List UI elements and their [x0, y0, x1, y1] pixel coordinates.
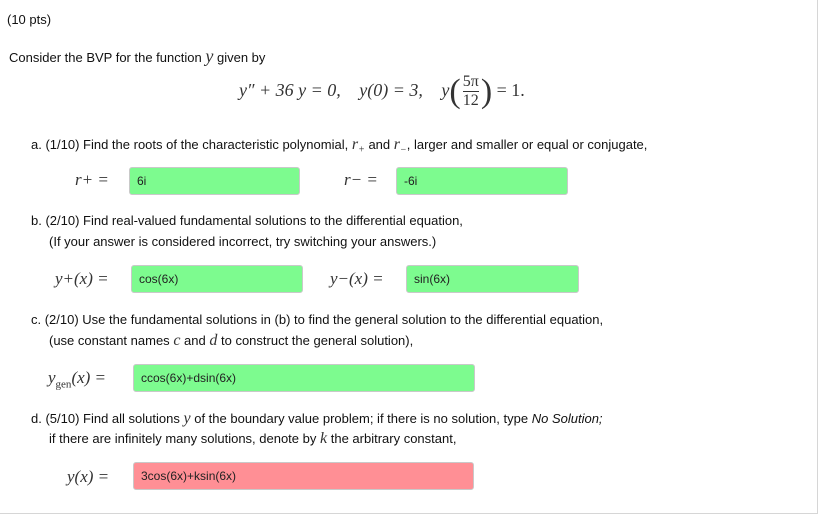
- r-minus-label: r− =: [344, 170, 378, 189]
- r-plus-sub: +: [358, 144, 365, 156]
- part-b-line1: b. (2/10) Find real-valued fundamental solutions to the differential equation,: [31, 213, 463, 228]
- r-plus-input[interactable]: 6i: [129, 167, 300, 195]
- part-a-and: and: [368, 137, 391, 152]
- part-c-and: and: [184, 333, 206, 348]
- y-minus-label: y−(x) =: [330, 269, 384, 288]
- y-gen-tail: (x) =: [71, 368, 107, 387]
- var-c: c: [173, 332, 181, 349]
- r-minus-input[interactable]: -6i: [396, 167, 568, 195]
- y-plus-input[interactable]: cos(6x): [131, 265, 303, 293]
- part-d-line2-end: the arbitrary constant,: [330, 431, 457, 446]
- r-minus-symbol: r: [393, 136, 401, 153]
- part-d-line2-start: if there are infinitely many solutions, denote by: [49, 431, 317, 446]
- open-paren: (: [449, 72, 461, 110]
- y-solution-label: y(x) =: [67, 467, 110, 486]
- intro-tail: given by: [216, 50, 266, 65]
- y-minus-input[interactable]: sin(6x): [406, 265, 579, 293]
- boundary-condition-1: y(0) = 3,: [359, 80, 423, 100]
- part-d-line1-mid: of the boundary value problem; if there is no solution, type: [194, 411, 529, 426]
- fraction-denominator: 12: [462, 92, 479, 110]
- part-c-line2: [49, 332, 413, 350]
- var-k: k: [320, 430, 328, 447]
- boundary-condition-2-right: = 1.: [496, 80, 525, 100]
- fraction-numerator: 5π: [462, 73, 479, 91]
- y-plus-label: y+(x) =: [55, 269, 109, 288]
- var-y: y: [183, 410, 191, 427]
- part-d-line1-start: d. (5/10) Find all solutions: [31, 411, 180, 426]
- intro-lead: Consider the BVP for the function: [9, 50, 202, 65]
- part-a-prompt: [31, 136, 647, 156]
- part-c-line2-start: (use constant names: [49, 333, 170, 348]
- y-gen-subscript: gen: [55, 378, 72, 391]
- y-gen-label: [48, 368, 106, 390]
- intro-var: y: [205, 46, 214, 66]
- intro-text: [9, 46, 265, 67]
- y-gen-symbol: y: [48, 368, 56, 387]
- part-a-prompt-start: a. (1/10) Find the roots of the characteristic polynomial,: [31, 137, 349, 152]
- part-d-line2: [49, 430, 456, 448]
- y-gen-input[interactable]: ccos(6x)+dsin(6x): [133, 364, 475, 392]
- part-b-line2: (If your answer is considered incorrect, try switching your answers.): [49, 234, 437, 249]
- points-label: (10 pts): [7, 12, 52, 27]
- part-a-prompt-end: , larger and smaller or equal or conjugate,: [406, 137, 648, 152]
- close-paren: ): [480, 72, 493, 110]
- ode: y″ + 36 y = 0,: [239, 80, 341, 100]
- part-d-line1: [31, 410, 603, 428]
- fraction: [463, 73, 479, 110]
- r-minus-sub: −: [400, 144, 407, 156]
- r-plus-label: r+ =: [75, 170, 109, 189]
- y-solution-input[interactable]: 3cos(6x)+ksin(6x): [133, 462, 474, 490]
- r-plus-symbol: r: [351, 136, 359, 153]
- part-c-line1: c. (2/10) Use the fundamental solutions in (b) to find the general solution to the differential equation,: [31, 312, 604, 327]
- part-c-line2-end: to construct the general solution),: [221, 333, 414, 348]
- boundary-condition-2-left: y: [441, 80, 450, 100]
- no-solution-text: No Solution;: [531, 411, 603, 426]
- var-d: d: [209, 332, 218, 349]
- bvp-equation: [239, 68, 525, 112]
